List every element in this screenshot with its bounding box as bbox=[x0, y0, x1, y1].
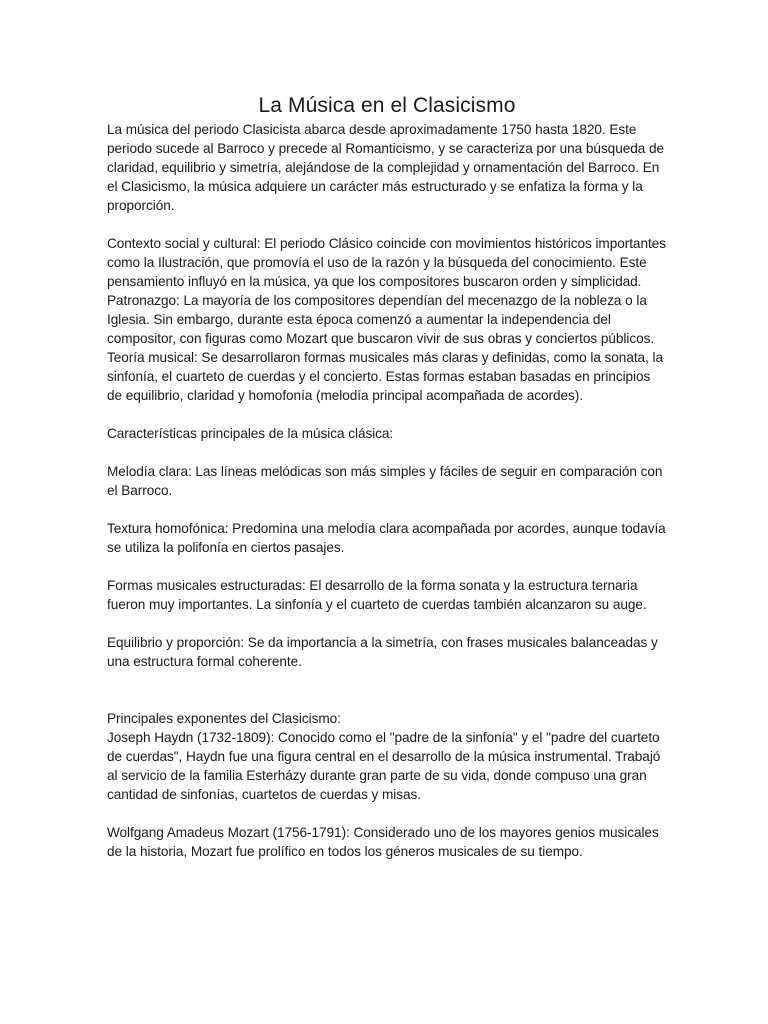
spacer bbox=[107, 500, 667, 519]
music-theory-paragraph: Teoría musical: Se desarrollaron formas musicales más claras y definidas, como la sonata, la sinfonía, el cuarteto de cuerdas y el concierto. Estas formas estaban basadas en principios de equilibrio, claridad y homofonía (melodía principal acompañada de acordes). bbox=[107, 350, 664, 403]
social-context-paragraph: Contexto social y cultural: El periodo Clásico coincide con movimientos históricos importantes como la Ilustración, que promovía el uso de la razón y la búsqueda del conocimiento. Este pensamiento influyó en la música, ya que los compositores buscaron orden y simplicidad. bbox=[107, 236, 666, 289]
haydn-paragraph: Joseph Haydn (1732-1809): Conocido como el "padre de la sinfonía" y el "padre del cuarteto de cuerdas", Haydn fue una figura central en el desarrollo de la música instrumental. Trabajó al servicio de la familia Esterházy durante gran parte de su vida, donde compuso una gran cantidad de sinfonías, cuartetos de cuerdas y misas. bbox=[107, 730, 661, 802]
spacer bbox=[107, 671, 667, 709]
spacer bbox=[107, 557, 667, 576]
characteristics-heading: Características principales de la música clásica: bbox=[107, 426, 394, 441]
document-body bbox=[107, 120, 667, 861]
texture-paragraph: Textura homofónica: Predomina una melodía clara acompañada por acordes, aunque todavía se utiliza la polifonía en ciertos pasajes. bbox=[107, 521, 666, 555]
balance-paragraph: Equilibrio y proporción: Se da importancia a la simetría, con frases musicales balanceadas y una estructura formal coherente. bbox=[107, 635, 658, 669]
forms-paragraph: Formas musicales estructuradas: El desarrollo de la forma sonata y la estructura ternaria fueron muy importantes. La sinfonía y el cuarteto de cuerdas también alcanzaron su auge. bbox=[107, 578, 647, 612]
melody-paragraph: Melodía clara: Las líneas melódicas son más simples y fáciles de seguir en comparación con el Barroco. bbox=[107, 464, 663, 498]
patronage-paragraph: Patronazgo: La mayoría de los compositores dependían del mecenazgo de la nobleza o la Iglesia. Sin embargo, durante esta época comenzó a aumentar la independencia del compositor, con figuras como Mozart que buscaron vivir de sus obras y conciertos públicos. bbox=[107, 293, 655, 346]
exponents-heading: Principales exponentes del Clasicismo: bbox=[107, 711, 341, 726]
spacer bbox=[107, 443, 667, 462]
mozart-paragraph: Wolfgang Amadeus Mozart (1756-1791): Considerado uno de los mayores genios musicales de la historia, Mozart fue prolífico en todos los géneros musicales de su tiempo. bbox=[107, 825, 659, 859]
page-title: La Música en el Clasicismo bbox=[258, 94, 516, 117]
document-page bbox=[107, 92, 667, 861]
spacer bbox=[107, 405, 667, 424]
intro-paragraph: La música del periodo Clasicista abarca desde aproximadamente 1750 hasta 1820. Este periodo sucede al Barroco y precede al Romanticismo, y se caracteriza por una búsqueda de claridad, equilibrio y simetría, alejándose de la complejidad y ornamentación del Barroco. En el Clasicismo, la música adquiere un carácter más estructurado y se enfatiza la forma y la proporción. bbox=[107, 122, 664, 213]
spacer bbox=[107, 614, 667, 633]
spacer bbox=[107, 804, 667, 823]
spacer bbox=[107, 215, 667, 234]
